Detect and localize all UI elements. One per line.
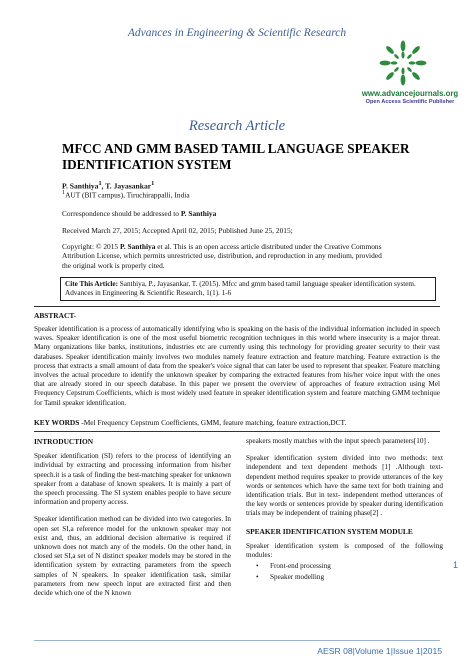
section-heading: SPEAKER IDENTIFICATION SYSTEM MODULE [246, 526, 413, 536]
list-item: • Front-end processing [270, 562, 443, 571]
section-divider [34, 306, 440, 307]
correspondence [62, 209, 216, 218]
keywords-text: Mel Frequency Cepstrum Coefficients, GMM, feature matching, feature extraction,DCT. [83, 418, 347, 427]
leaf-wreath-logo [379, 40, 427, 86]
citation-text: Santhiya, P., Jayasankar, T. (2015). Mfcc and gmm based tamil language speaker identification system. Advances in Engineering & Scientific Research, 1(1). 1-6 [65, 280, 416, 298]
keywords-label: KEY WORDS - [34, 418, 84, 427]
affiliation-text: AUT (BIT campus), Tiruchirappalli, India [65, 190, 190, 200]
paragraph: Speaker identification system divided into two methods: text independent and text dependent methods [1] .Although text- dependent method requires speaker to provide utterances of the key words or sentences which have the same text for both training and identification trials. But in text- independent method utterances of the key words or sentences provide by speaker during identification trials may be independent of training phase[2] . [246, 454, 443, 518]
citation-box [60, 277, 436, 301]
citation-label: Cite This Article: [65, 280, 118, 288]
publisher-url[interactable]: www.advancejournals.org [361, 89, 459, 98]
footer-citation: AESR 08|Volume 1|Issue 1|2015 [317, 646, 442, 656]
copyright-notice [62, 242, 392, 270]
author-superscript: 1 [151, 180, 155, 187]
author-name: T. Jayasankar [105, 181, 152, 191]
paragraph: Speaker identification method can be divided into two categories. In open set SI,a reference model for the unknown speaker may not exist and, thus, an additional decision alternative is required if unknown does not match any of the models. On the other hand, in closed set SI,a set of N distinct speaker models may be stored in the identification system by extracting parameters from the speech samples of N speakers. In speaker identification task, similar parameters from new speech input are extracted first and then decide which one of the N known [34, 515, 231, 598]
publisher-tagline: Open Access Scientific Publisher [365, 99, 455, 105]
list-item: • Speaker modelling [270, 573, 443, 582]
article-type: Research Article [188, 118, 286, 134]
article-dates: Received March 27, 2015; Accepted April 02, 2015; Published June 25, 2015; [62, 226, 293, 235]
page-number: 1 [453, 560, 459, 570]
footer-divider [34, 640, 440, 641]
module-list [246, 562, 443, 582]
section-divider [34, 431, 440, 432]
correspondence-name: P. Santhiya [180, 209, 217, 218]
author-line [62, 180, 154, 191]
correspondence-prefix: Correspondence should be addressed to [62, 209, 181, 218]
abstract-heading: ABSTRACT- [34, 311, 77, 320]
author-separator: , [101, 181, 106, 191]
author-superscript: 1 [98, 180, 102, 187]
paragraph: speakers mostly matches with the input speech parameters[10] . [246, 437, 430, 445]
paragraph: Speaker identification (SI) refers to the process of identifying an individual by extracting and processing information from his/her speech.it is a task of finding the best-matching speaker for unknown speaker from a database of known speakers. It is mainly a part of the speech processing. The SI system enables people to have secure information and property access. [34, 452, 231, 507]
copyright-prefix: Copyright: © 2015 [62, 242, 120, 251]
journal-name: Advances in Engineering & Scientific Research [127, 27, 347, 39]
paper-title: MFCC AND GMM BASED TAMIL LANGUAGE SPEAKER IDENTIFICATION SYSTEM [62, 141, 410, 172]
left-column [34, 437, 231, 606]
affiliation [62, 190, 190, 199]
keywords [34, 418, 440, 427]
right-column [246, 437, 443, 585]
author-name: P. Santhiya [62, 181, 99, 191]
copyright-name: P. Santhiya [119, 242, 156, 251]
affiliation-superscript: 1 [62, 190, 66, 196]
paragraph: Speaker identification system is composed of the following modules: [246, 541, 443, 560]
copyright-rest: et al. This is an open access article distributed under the Creative Commons Attribution License, which permits unrestricted use, distribution, and reproduction in any medium, provided the original work is properly cited. [62, 242, 382, 270]
abstract-text: Speaker identification is a process of automatically identifying who is speaking on the basis of the individual information included in speech waves. Speaker identification is one of the most useful biometric recognition techniques in this world where insecurity is a major threat. Many organizations like banks, institutions, industries etc are currently using this technology for providing greater security to their vast databases. Speaker identification mainly involves two modules namely feature extraction and feature matching. Feature extraction is the process that extracts a small amount of data from the speaker's voice signal that can later be used to represent that speaker. Feature matching involves the actual procedure to identify the unknown speaker by comparing the extracted features from his/her voice input with the ones that are already stored in our speech database. In this paper we present the overview of approaches of feature extraction using Mel Frequency Cepstrum Coefficients, which is most widely used feature in speaker identification system and feature matching GMM technique for Tamil speaker identification. [34, 325, 440, 407]
section-heading: INTRODUCTION [34, 437, 94, 446]
